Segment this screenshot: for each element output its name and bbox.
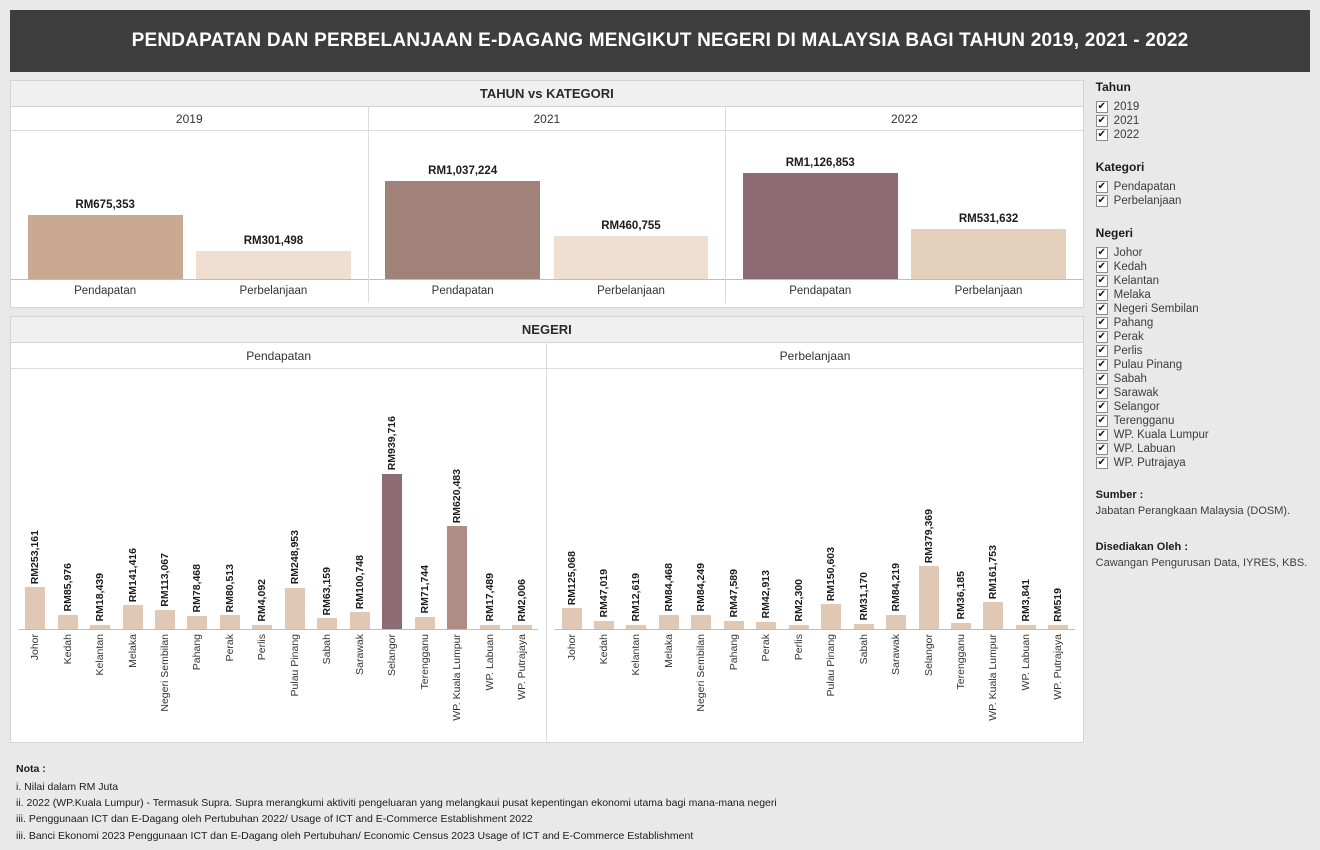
- bar-value-label: RM519: [1052, 587, 1065, 622]
- bar-value-label: RM161,753: [987, 544, 1000, 599]
- filter-group-negeri: [1096, 226, 1310, 470]
- negeri-axis-label: Selangor: [386, 633, 399, 676]
- bar-group[interactable]: [344, 375, 376, 629]
- negeri-category-column: [547, 343, 1082, 742]
- filter-negeri-label: Sabah: [1113, 373, 1147, 385]
- negeri-axis-labels: [11, 630, 546, 742]
- bar-group[interactable]: [912, 375, 944, 629]
- bar-value-label: RM939,716: [386, 416, 399, 471]
- checkbox-icon[interactable]: ✔: [1097, 261, 1106, 272]
- filter-negeri-label: Johor: [1113, 247, 1143, 259]
- bar[interactable]: [382, 474, 402, 629]
- negeri-axis-label: WP. Putrajaya: [516, 633, 529, 700]
- checkbox-icon[interactable]: ✔: [1097, 195, 1106, 206]
- bar-value-label: RM63,159: [321, 566, 334, 616]
- filter-tahun-item[interactable]: [1096, 114, 1310, 128]
- bar[interactable]: [983, 602, 1003, 629]
- checkbox-icon[interactable]: ✔: [1097, 345, 1106, 356]
- dashboard-body: [10, 80, 1310, 848]
- bar-group[interactable]: [84, 375, 116, 629]
- checkbox-icon[interactable]: ✔: [1097, 443, 1106, 454]
- category-label: Perbelanjaan: [239, 285, 308, 297]
- charts-column: [10, 80, 1084, 848]
- negeri-axis-label: Perlis: [792, 633, 805, 660]
- category-label: Pendapatan: [431, 285, 494, 297]
- filter-tahun-item[interactable]: [1096, 100, 1310, 114]
- checkbox-icon[interactable]: ✔: [1097, 115, 1106, 126]
- filter-negeri-label: Melaka: [1113, 289, 1151, 301]
- checkbox-icon[interactable]: ✔: [1097, 317, 1106, 328]
- bar-value-label: RM100,748: [353, 554, 366, 610]
- bar-value-label: RM78,468: [191, 564, 204, 613]
- note-line: iii. Penggunaan ICT dan E-Dagang oleh Pertubuhan 2022/ Usage of ICT and E-Commerce Establishment 2022: [16, 813, 533, 826]
- bar-value-label: RM2,006: [516, 579, 529, 622]
- bar-group[interactable]: [279, 375, 311, 629]
- bar[interactable]: [659, 615, 679, 629]
- bar-group[interactable]: [977, 375, 1009, 629]
- bar[interactable]: [756, 622, 776, 629]
- year-label: 2021: [369, 107, 726, 131]
- bar[interactable]: [196, 251, 351, 279]
- bar-group[interactable]: [880, 375, 912, 629]
- bar-group[interactable]: [718, 375, 750, 629]
- category-label: Perbelanjaan: [597, 285, 665, 297]
- bar-value-label: RM84,468: [662, 563, 675, 612]
- negeri-axis-label: Sarawak: [890, 633, 903, 675]
- bar-group[interactable]: [847, 375, 879, 629]
- bar-group[interactable]: [376, 375, 408, 629]
- filter-kategori-item[interactable]: [1096, 194, 1310, 208]
- notes-block: [10, 751, 1084, 848]
- bar-group[interactable]: [408, 375, 440, 629]
- negeri-axis-label: Johor: [565, 633, 578, 660]
- year-plot-area: [11, 131, 368, 279]
- negeri-axis-label: Kelantan: [630, 633, 643, 676]
- filter-negeri-item[interactable]: [1096, 456, 1310, 470]
- notes-lines: [16, 779, 1078, 844]
- bar-value-label: RM675,353: [75, 199, 135, 212]
- bar-group[interactable]: [743, 131, 898, 279]
- disediakan-heading: Disediakan Oleh :: [1095, 540, 1188, 553]
- filter-group-tahun: [1096, 80, 1310, 142]
- bar[interactable]: [123, 605, 143, 628]
- negeri-axis-label: Melaka: [662, 633, 675, 668]
- negeri-axis-label: Terengganu: [418, 633, 431, 690]
- bar-value-label: RM4,092: [256, 579, 269, 622]
- filter-negeri-item[interactable]: [1096, 400, 1310, 414]
- checkbox-icon[interactable]: ✔: [1097, 101, 1106, 112]
- bar[interactable]: [58, 615, 78, 629]
- checkbox-icon[interactable]: ✔: [1097, 373, 1106, 384]
- filter-list-kategori: [1096, 180, 1310, 208]
- year-label: 2019: [11, 107, 368, 131]
- filter-negeri-item[interactable]: [1096, 344, 1310, 358]
- bar-group[interactable]: [311, 375, 343, 629]
- filter-negeri-item[interactable]: [1096, 274, 1310, 288]
- bar-group[interactable]: [473, 375, 505, 629]
- filter-negeri-label: Selangor: [1113, 401, 1160, 413]
- filter-group-kategori: [1096, 160, 1310, 208]
- bar-group[interactable]: [945, 375, 977, 629]
- bar[interactable]: [28, 215, 183, 279]
- filter-tahun-item[interactable]: [1096, 128, 1310, 142]
- bar-group[interactable]: [149, 375, 181, 629]
- bar-group[interactable]: [783, 375, 815, 629]
- bar-group[interactable]: [51, 375, 83, 629]
- negeri-axis-label: Pulau Pinang: [825, 633, 838, 697]
- bar-value-label: RM1,126,853: [785, 157, 855, 169]
- bar[interactable]: [594, 621, 614, 629]
- filter-negeri-label: Sarawak: [1113, 387, 1159, 399]
- filter-negeri-item[interactable]: [1096, 330, 1310, 344]
- bar-group[interactable]: [1010, 375, 1042, 629]
- negeri-axis-label: Sarawak: [353, 633, 366, 675]
- bar-value-label: RM36,185: [955, 571, 967, 620]
- filter-negeri-item[interactable]: [1096, 316, 1310, 330]
- bar[interactable]: [554, 236, 709, 279]
- filter-negeri-label: WP. Labuan: [1113, 443, 1176, 455]
- bar[interactable]: [691, 615, 711, 629]
- filter-negeri-item[interactable]: [1096, 414, 1310, 428]
- negeri-category-column: [11, 343, 547, 742]
- bar-wrapper: [28, 131, 183, 279]
- bar-group[interactable]: [685, 375, 717, 629]
- bar-value-label: RM47,019: [598, 569, 611, 618]
- bar-value-label: RM3,841: [1019, 579, 1032, 622]
- sumber-text: Jabatan Perangkaan Malaysia (DOSM).: [1095, 504, 1291, 517]
- bar-value-label: RM12,619: [630, 573, 643, 622]
- negeri-axis-label: WP. Labuan: [1019, 633, 1032, 691]
- bar[interactable]: [562, 608, 582, 629]
- bar[interactable]: [350, 612, 370, 629]
- bar-group[interactable]: [214, 375, 246, 629]
- bar-group[interactable]: [506, 375, 538, 629]
- filter-negeri-item[interactable]: [1096, 260, 1310, 274]
- page-title: [10, 10, 1310, 72]
- bar-value-label: RM113,067: [159, 553, 172, 608]
- note-line: i. Nilai dalam RM Juta: [16, 780, 119, 793]
- filter-negeri-label: Negeri Sembilan: [1113, 303, 1199, 315]
- checkbox-icon[interactable]: ✔: [1097, 401, 1106, 412]
- filter-negeri-label: WP. Putrajaya: [1113, 457, 1186, 469]
- filter-negeri-label: Kedah: [1113, 261, 1147, 273]
- bar-value-label: RM31,170: [857, 572, 870, 621]
- filter-list-negeri: [1096, 246, 1310, 470]
- bar[interactable]: [155, 610, 175, 629]
- negeri-axis-label: Pulau Pinang: [288, 633, 301, 697]
- negeri-axis-label: Terengganu: [955, 633, 967, 690]
- note-line: iii. Banci Ekonomi 2023 Penggunaan ICT dan E-Dagang oleh Pertubuhan/ Economic Census 2023 Usage of ICT and E-Commerce Establishment: [16, 829, 694, 842]
- bar-group[interactable]: [750, 375, 782, 629]
- sumber-block: [1096, 488, 1310, 520]
- filter-kategori-label: Perbelanjaan: [1113, 195, 1182, 207]
- bar[interactable]: [317, 618, 337, 628]
- checkbox-icon[interactable]: ✔: [1097, 303, 1106, 314]
- filter-tahun-label: 2019: [1113, 101, 1140, 113]
- sumber-heading: Sumber :: [1095, 489, 1144, 501]
- checkbox-icon[interactable]: ✔: [1097, 181, 1106, 192]
- bar-group[interactable]: [588, 375, 620, 629]
- bar-wrapper: [385, 131, 540, 279]
- bar-group[interactable]: [555, 375, 587, 629]
- checkbox-icon[interactable]: ✔: [1097, 247, 1106, 258]
- year-column: [369, 107, 727, 303]
- notes-heading: Nota :: [16, 762, 46, 775]
- bar-value-label: RM42,913: [760, 570, 773, 619]
- bar-value-label: RM301,498: [243, 234, 304, 247]
- negeri-axis-label: Kedah: [61, 633, 74, 665]
- bar-group[interactable]: [1042, 375, 1074, 629]
- tahun-kategori-chart: [11, 107, 1083, 303]
- bar-value-label: RM84,249: [695, 563, 708, 612]
- checkbox-icon[interactable]: ✔: [1097, 331, 1106, 342]
- year-label: 2022: [726, 107, 1083, 131]
- filter-negeri-label: Kelantan: [1113, 275, 1160, 287]
- bar[interactable]: [447, 526, 467, 628]
- negeri-axis-label: Sabah: [321, 633, 334, 665]
- page-title-text: PENDAPATAN DAN PERBELANJAAN E-DAGANG MENGIKUT NEGERI DI MALAYSIA BAGI TAHUN 2019, 2021 - 2022: [131, 30, 1189, 51]
- category-labels: [11, 280, 368, 303]
- negeri-axis-label: WP. Kuala Lumpur: [987, 633, 1000, 721]
- disediakan-text: Cawangan Pengurusan Data, IYRES, KBS.: [1095, 556, 1308, 569]
- tahun-kategori-panel: [10, 80, 1084, 308]
- negeri-axis-labels: [547, 630, 1082, 742]
- bar-group[interactable]: [441, 375, 473, 629]
- bar-group[interactable]: [246, 375, 278, 629]
- year-column: [726, 107, 1083, 303]
- bar-group[interactable]: [385, 131, 540, 279]
- bar-value-label: RM150,603: [825, 546, 838, 601]
- year-plot-area: [726, 131, 1083, 279]
- negeri-axis-label: Kelantan: [94, 633, 107, 676]
- filter-kategori-label: Pendapatan: [1113, 181, 1176, 193]
- bar-value-label: RM2,300: [792, 579, 805, 622]
- checkbox-icon[interactable]: ✔: [1097, 129, 1106, 140]
- bar-value-label: RM84,219: [890, 563, 903, 612]
- bar[interactable]: [25, 587, 45, 629]
- negeri-panel: [10, 316, 1084, 743]
- filter-negeri-item[interactable]: [1096, 442, 1310, 456]
- bar-group[interactable]: [653, 375, 685, 629]
- bar[interactable]: [886, 615, 906, 629]
- disediakan-block: [1096, 540, 1310, 572]
- negeri-axis-label: Perlis: [256, 633, 269, 660]
- category-labels: [369, 280, 726, 303]
- filter-negeri-item[interactable]: [1096, 428, 1310, 442]
- bar[interactable]: [220, 615, 240, 628]
- bar-value-label: RM85,976: [61, 563, 74, 612]
- filter-negeri-label: WP. Kuala Lumpur: [1113, 429, 1209, 441]
- category-label: Pendapatan: [74, 285, 137, 297]
- negeri-plot-area: [547, 369, 1082, 629]
- bar-group[interactable]: [28, 131, 183, 279]
- filter-tahun-label: 2022: [1113, 129, 1140, 141]
- filter-title-tahun: Tahun: [1095, 80, 1131, 94]
- negeri-axis-label: Selangor: [922, 633, 935, 676]
- year-column: [11, 107, 369, 303]
- bar-value-label: RM620,483: [451, 469, 464, 524]
- filter-negeri-item[interactable]: [1096, 358, 1310, 372]
- bar-group[interactable]: [19, 375, 51, 629]
- negeri-category-label: Pendapatan: [11, 343, 546, 369]
- filter-negeri-label: Perak: [1113, 331, 1144, 343]
- bar-value-label: RM1,037,224: [428, 165, 498, 178]
- year-plot-area: [369, 131, 726, 279]
- bar-value-label: RM379,369: [922, 508, 935, 564]
- category-labels: [726, 280, 1083, 303]
- filter-kategori-item[interactable]: [1096, 180, 1310, 194]
- bar-value-label: RM460,755: [601, 219, 661, 232]
- bar[interactable]: [724, 621, 744, 629]
- bar-group[interactable]: [620, 375, 652, 629]
- note-line: ii. 2022 (WP.Kuala Lumpur) - Termasuk Supra. Supra merangkumi aktiviti pengeluaran yang melangkaui pusat kepentingan ekonomi utama bagi mana-mana negeri: [16, 797, 777, 810]
- negeri-axis-label: Negeri Sembilan: [159, 633, 172, 712]
- filter-negeri-label: Perlis: [1113, 345, 1143, 357]
- bar[interactable]: [821, 604, 841, 629]
- bar-group[interactable]: [911, 131, 1066, 279]
- bar-group[interactable]: [181, 375, 213, 629]
- category-label: Pendapatan: [789, 285, 852, 297]
- filter-sidebar: [1092, 80, 1310, 848]
- filter-negeri-label: Pulau Pinang: [1113, 359, 1183, 371]
- bar-value-label: RM531,632: [958, 213, 1019, 225]
- bar-value-label: RM80,513: [223, 563, 236, 613]
- negeri-axis-label: Kedah: [598, 633, 611, 665]
- bar-wrapper: [196, 131, 351, 279]
- negeri-chart: [11, 343, 1083, 742]
- filter-title-negeri: Negeri: [1095, 226, 1134, 240]
- bar-value-label: RM253,161: [29, 529, 42, 584]
- filter-negeri-item[interactable]: [1096, 288, 1310, 302]
- filter-negeri-item[interactable]: [1096, 246, 1310, 260]
- filter-negeri-item[interactable]: [1096, 386, 1310, 400]
- bar-value-label: RM17,489: [483, 573, 496, 622]
- checkbox-icon[interactable]: ✔: [1097, 457, 1106, 468]
- filter-negeri-item[interactable]: [1096, 302, 1310, 316]
- bar-value-label: RM248,953: [288, 530, 301, 585]
- bar-group[interactable]: [196, 131, 351, 279]
- bar-value-label: RM141,416: [126, 548, 139, 603]
- negeri-axis-label: Johor: [29, 633, 42, 660]
- bar[interactable]: [285, 588, 305, 629]
- filter-title-kategori: Kategori: [1095, 160, 1145, 174]
- category-label: Perbelanjaan: [954, 285, 1023, 297]
- negeri-axis-label: Negeri Sembilan: [695, 633, 708, 712]
- filter-list-tahun: [1096, 100, 1310, 142]
- bar-value-label: RM18,439: [94, 573, 107, 622]
- checkbox-icon[interactable]: ✔: [1097, 429, 1106, 440]
- negeri-axis-label: Perak: [760, 633, 773, 662]
- tahun-kategori-title: TAHUN vs KATEGORI: [11, 81, 1083, 107]
- negeri-axis-label: WP. Labuan: [483, 633, 496, 691]
- negeri-axis-label: Pahang: [727, 633, 740, 670]
- negeri-axis-label: WP. Kuala Lumpur: [451, 633, 464, 721]
- negeri-axis-label: Perak: [223, 633, 236, 662]
- filter-negeri-label: Terengganu: [1113, 415, 1175, 427]
- checkbox-icon[interactable]: ✔: [1097, 289, 1106, 300]
- bar[interactable]: [415, 617, 435, 629]
- filter-tahun-label: 2021: [1113, 115, 1140, 127]
- negeri-title: NEGERI: [11, 317, 1083, 343]
- bar-value-label: RM125,068: [565, 550, 578, 606]
- negeri-plot-area: [11, 369, 546, 629]
- bar[interactable]: [911, 229, 1066, 279]
- negeri-category-label: Perbelanjaan: [547, 343, 1082, 369]
- bar-value-label: RM71,744: [418, 565, 431, 614]
- negeri-axis-label: WP. Putrajaya: [1052, 633, 1065, 700]
- checkbox-icon[interactable]: ✔: [1097, 359, 1106, 370]
- bar[interactable]: [385, 181, 540, 279]
- checkbox-icon[interactable]: ✔: [1097, 387, 1106, 398]
- bar[interactable]: [187, 616, 207, 629]
- bar[interactable]: [743, 173, 898, 279]
- filter-negeri-label: Pahang: [1113, 317, 1154, 329]
- bar-group[interactable]: [815, 375, 847, 629]
- bar-group[interactable]: [554, 131, 709, 279]
- bar-value-label: RM47,589: [727, 569, 740, 618]
- bar[interactable]: [919, 566, 939, 629]
- checkbox-icon[interactable]: ✔: [1097, 275, 1106, 286]
- bar-wrapper: [554, 131, 709, 279]
- bar-wrapper: [743, 131, 898, 279]
- negeri-axis-label: Pahang: [191, 633, 204, 670]
- checkbox-icon[interactable]: ✔: [1097, 415, 1106, 426]
- bar-group[interactable]: [116, 375, 148, 629]
- bar-wrapper: [911, 131, 1066, 279]
- filter-negeri-item[interactable]: [1096, 372, 1310, 386]
- negeri-axis-label: Sabah: [857, 633, 870, 665]
- negeri-axis-label: Melaka: [126, 633, 139, 668]
